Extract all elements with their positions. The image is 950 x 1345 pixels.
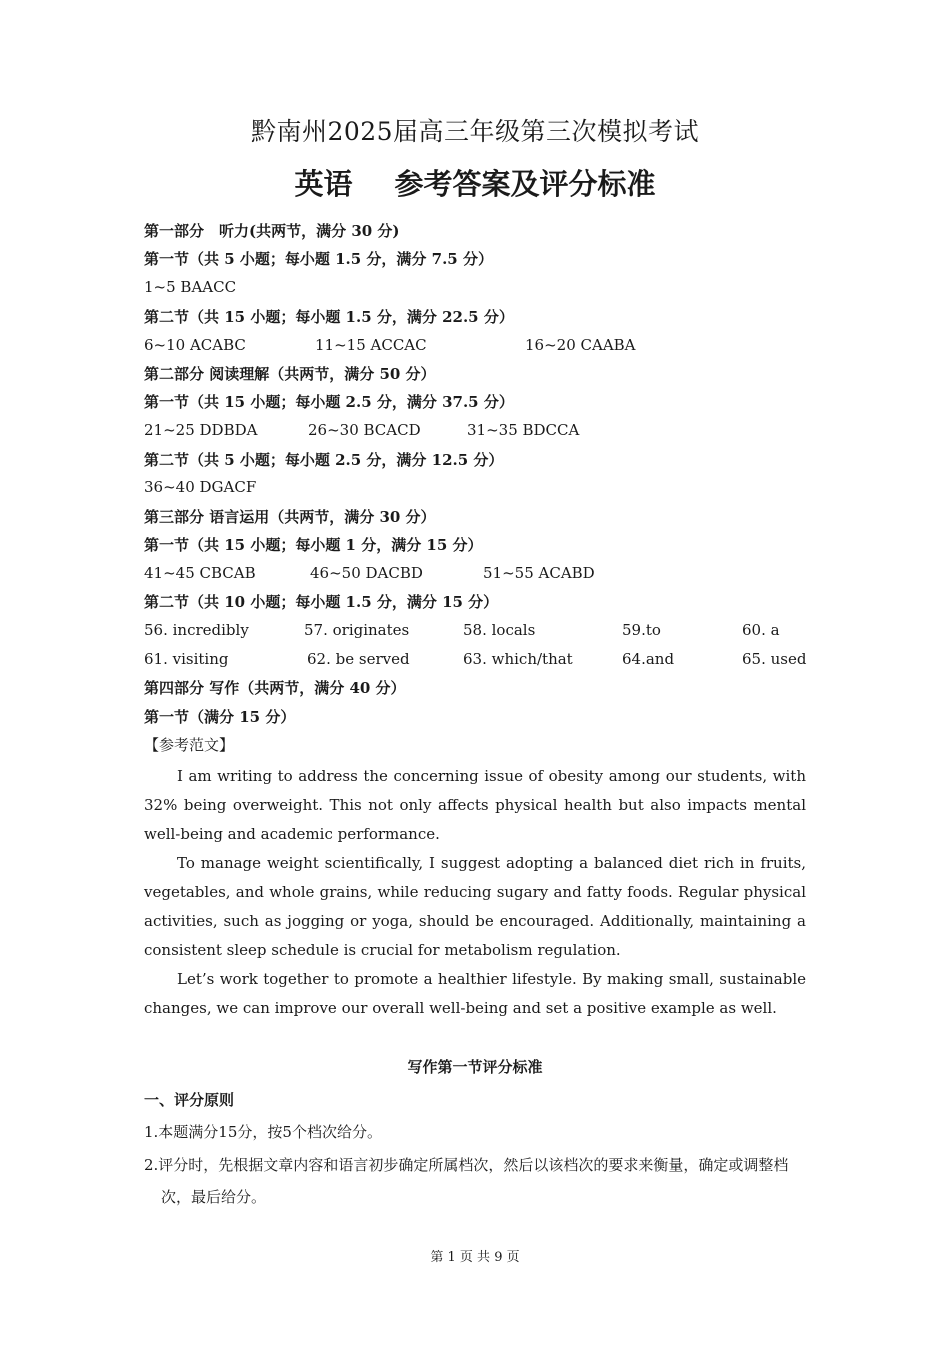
answer-item: 58. locals — [463, 621, 536, 639]
subtitle-label: 参考答案及评分标准 — [394, 167, 656, 201]
part4-section1-heading: 第一节（满分 15 分） — [144, 708, 296, 726]
answer-group: 21~25 DDBDA — [144, 421, 258, 439]
answer-group: 6~10 ACABC — [144, 336, 246, 354]
answer-item: 64.and — [622, 650, 675, 668]
answer-group: 31~35 BDCCA — [467, 421, 580, 439]
answer-item: 65. used — [742, 650, 807, 668]
exam-title: 黔南州2025届高三年级第三次模拟考试 — [250, 117, 700, 146]
scoring-title: 写作第一节评分标准 — [407, 1058, 543, 1076]
part1-heading: 第一部分 听力(共两节，满分 30 分) — [144, 222, 400, 240]
scoring-item: 2.评分时，先根据文章内容和语言初步确定所属档次，然后以该档次的要求来衡量，确定或调整档次，最后给分。 — [144, 1156, 789, 1206]
document-subtitle — [0, 162, 950, 206]
answer-group: 16~20 CAABA — [525, 336, 636, 354]
part3-heading: 第三部分 语言运用（共两节，满分 30 分） — [144, 508, 436, 526]
answer-item: 57. originates — [304, 621, 410, 639]
part2-heading: 第二部分 阅读理解（共两节，满分 50 分） — [144, 365, 436, 383]
part2-section2-heading: 第二节（共 5 小题；每小题 2.5 分，满分 12.5 分） — [144, 451, 504, 469]
subject-label: 英语 — [294, 167, 353, 201]
part4-heading: 第四部分 写作（共两节，满分 40 分） — [144, 679, 406, 697]
sample-paragraph: Let’s work together to promote a healthier lifestyle. By making small, sustainable changes, we can improve our overall well-being and set a positive example as well. — [144, 970, 806, 1017]
part3-section1-heading: 第一节（共 15 小题；每小题 1 分，满分 15 分） — [144, 536, 483, 554]
answer-item: 62. be served — [307, 650, 410, 668]
page-number: 第 1 页 共 9 页 — [430, 1250, 520, 1265]
answer-item: 59.to — [622, 621, 661, 639]
answer-item: 63. which/that — [463, 650, 573, 668]
scoring-item: 1.本题满分15分，按5个档次给分。 — [144, 1123, 382, 1141]
answer-item: 56. incredibly — [144, 621, 249, 639]
part3-section2-heading: 第二节（共 10 小题；每小题 1.5 分，满分 15 分） — [144, 593, 499, 611]
scoring-principles-heading: 一、评分原则 — [144, 1091, 235, 1109]
sample-essay-label: 【参考范文】 — [144, 736, 235, 754]
answer-group: 36~40 DGACF — [144, 478, 257, 496]
sample-paragraph: I am writing to address the concerning issue of obesity among our students, with 32% being overweight. This not only affects physical health but also impacts mental well-being and academic performance. — [144, 767, 806, 843]
answer-group: 46~50 DACBD — [310, 564, 423, 582]
sample-paragraph: To manage weight scientifically, I suggest adopting a balanced diet rich in fruits, vegetables, and whole grains, while reducing sugary and fatty foods. Regular physical activities, such as jogging or yoga, should be encouraged. Additionally, maintaining a consistent sleep schedule is crucial for metabolism regulation. — [144, 854, 806, 959]
part2-section1-heading: 第一节（共 15 小题；每小题 2.5 分，满分 37.5 分） — [144, 393, 514, 411]
answer-group: 11~15 ACCAC — [315, 336, 427, 354]
answer-group: 41~45 CBCAB — [144, 564, 256, 582]
answer-group: 26~30 BCACD — [308, 421, 421, 439]
answer-group: 1~5 BAACC — [144, 278, 237, 296]
answer-item: 61. visiting — [144, 650, 229, 668]
part1-section1-heading: 第一节（共 5 小题；每小题 1.5 分，满分 7.5 分） — [144, 250, 493, 268]
answer-group: 51~55 ACABD — [483, 564, 595, 582]
part1-section2-heading: 第二节（共 15 小题；每小题 1.5 分，满分 22.5 分） — [144, 308, 514, 326]
answer-item: 60. a — [742, 621, 780, 639]
